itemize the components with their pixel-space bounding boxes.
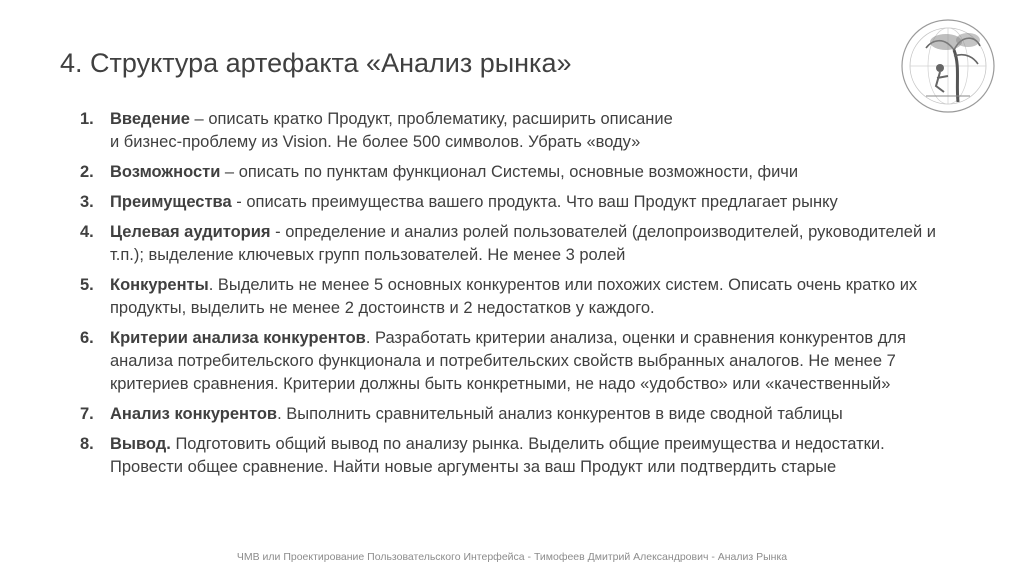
list-item-number: 2. xyxy=(80,163,94,181)
list-item xyxy=(80,221,980,267)
list-item-text: - определение и анализ ролей пользователей (делопроизводителей, руководителей и xyxy=(270,223,936,241)
list-item xyxy=(80,108,980,154)
list-item-heading: Введение xyxy=(110,110,190,128)
list-item-first-line xyxy=(110,108,980,131)
list-item-first-line xyxy=(110,161,980,184)
list-item-continuation: продукты, выделить не менее 2 достоинств и 2 недостатков у каждого. xyxy=(110,299,655,317)
list-item-first-line xyxy=(110,274,980,297)
list-item-number: 7. xyxy=(80,405,94,423)
list-item-first-line xyxy=(110,327,980,350)
list-item-first-line xyxy=(110,403,980,426)
list-item xyxy=(80,161,980,184)
list-item-heading: Целевая аудитория xyxy=(110,223,271,241)
list-item-number: 1. xyxy=(80,110,94,128)
list-item-text: . Выделить не менее 5 основных конкурентов или похожих систем. Описать очень кратко их xyxy=(208,276,918,294)
list-item-number: 6. xyxy=(80,329,94,347)
slide-title: 4. Структура артефакта «Анализ рынка» xyxy=(60,48,572,78)
list-item xyxy=(80,274,980,320)
university-emblem-icon xyxy=(896,16,1000,116)
list-item-continuation: Провести общее сравнение. Найти новые аргументы за ваш Продукт или подтвердить старые xyxy=(110,458,837,476)
list-item-number: 5. xyxy=(80,276,94,294)
list-item-heading: Возможности xyxy=(110,163,221,181)
list-item-heading: Вывод. xyxy=(110,435,171,453)
list-item-continuation: т.п.); выделение ключевых групп пользователей. Не менее 3 ролей xyxy=(110,246,626,264)
list-item-continuation: критериев сравнения. Критерии должны быть конкретными, не надо «удобство» или «качественный» xyxy=(110,375,891,393)
list-item-continuation: анализа потребительского функционала и потребительских свойств выбранных аналогов. Не менее 7 xyxy=(110,352,896,370)
list-item-text: - описать преимущества вашего продукта. Что ваш Продукт предлагает рынку xyxy=(231,193,838,211)
list-item-heading: Критерии анализа конкурентов xyxy=(110,329,366,347)
list-item-text: . Выполнить сравнительный анализ конкурентов в виде сводной таблицы xyxy=(277,405,843,423)
list-item-heading: Преимущества xyxy=(110,193,232,211)
list-item-first-line xyxy=(110,433,980,456)
list-item xyxy=(80,191,980,214)
list-item-continuation: и бизнес-проблему из Vision. Не более 500 символов. Убрать «воду» xyxy=(110,133,641,151)
list-item-text: Подготовить общий вывод по анализу рынка. Выделить общие преимущества и недостатки. xyxy=(170,435,885,453)
list-item-first-line xyxy=(110,191,980,214)
requirements-list xyxy=(80,108,980,486)
list-item xyxy=(80,433,980,479)
list-item-text: – описать кратко Продукт, проблематику, расширить описание xyxy=(189,110,673,128)
list-item-number: 8. xyxy=(80,435,94,453)
list-item-text: . Разработать критерии анализа, оценки и сравнения конкурентов для xyxy=(365,329,906,347)
list-item-heading: Конкуренты xyxy=(110,276,209,294)
list-item-number: 4. xyxy=(80,223,94,241)
list-item-text: – описать по пунктам функционал Системы, основные возможности, фичи xyxy=(220,163,799,181)
list-item xyxy=(80,403,980,426)
list-item xyxy=(80,327,980,396)
list-item-heading: Анализ конкурентов xyxy=(110,405,278,423)
list-item-number: 3. xyxy=(80,193,94,211)
list-item-first-line xyxy=(110,221,980,244)
slide-footer: ЧМВ или Проектирование Пользовательского Интерфейса - Тимофеев Дмитрий Александрович - Анализ Рынка xyxy=(236,551,788,563)
